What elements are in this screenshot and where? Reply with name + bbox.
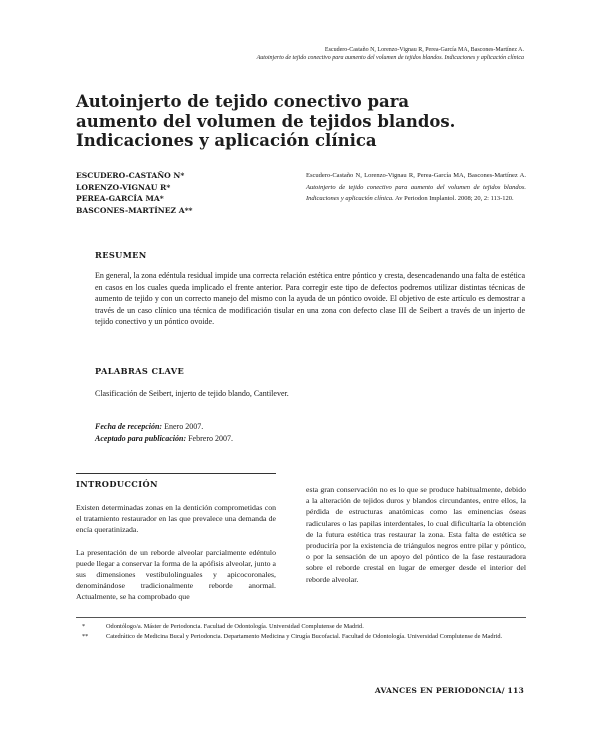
- running-header-authors: Escudero-Castaño N, Lorenzo-Vignau R, Perea-García MA, Bascones-Martínez A.: [324, 47, 524, 53]
- footnote-mark: *: [82, 623, 86, 630]
- author-name: LORENZO-VIGNAU R*: [76, 182, 171, 192]
- abstract-text: En general, la zona edéntula residual impide una correcta relación estética entre póntico y cresta, desencadenando una falta de estética en casos en los cuales queda implicado el frente anterior. Para corregir este tipo de defectos podremos utilizar distintas técnicas de aumento de tejido y con un correcto manejo del mismo con la ayuda de un póntico ovoide. El objetivo de este artículo es demostrar a través de un caso clínico una técnica de modificación tisular en una zona con defecto clase III de Seibert a través de un injerto de tejido conectivo y un póntico ovoide.: [95, 271, 525, 327]
- article-dates: [95, 421, 495, 445]
- section-divider: [76, 473, 276, 474]
- citation-title: Autoinjerto de tejido conectivo para aumento del volumen de tejidos blandos. Indicaciones y aplicación clínica.: [306, 183, 526, 202]
- author-list: [76, 170, 266, 216]
- citation: [306, 170, 526, 205]
- citation-authors: Escudero-Castaño N, Lorenzo-Vignau R, Perea-García MA, Bascones-Martínez A.: [306, 172, 526, 179]
- body-paragraph: La presentación de un reborde alveolar parcialmente edéntulo puede llegar a conservar la forma de la apófisis alveolar, junto a sus dimensiones vestibulolinguales y apicocoronales, denominándose tradicionalmente reborde anormal. Actualmente, se ha comprobado que: [76, 547, 276, 602]
- footnote-divider: [76, 617, 526, 618]
- body-column-right: [306, 484, 526, 585]
- author-name: BASCONES-MARTÍNEZ A**: [76, 205, 193, 215]
- author-name: PEREA-GARCÍA MA*: [76, 194, 164, 203]
- footnote-text: Catedrático de Medicina Bucal y Periodoncia. Departamento Medicina y Cirugía Bucofacial. Facultad de Odontología. Universidad Complutense de Madrid.: [106, 632, 503, 640]
- author-name: ESCUDERO-CASTAÑO N*: [76, 171, 185, 180]
- footnote: [76, 622, 526, 632]
- resumen-heading: RESUMEN: [95, 250, 147, 260]
- running-header-title: Autoinjerto de tejido conectivo para aumento del volumen de tejidos blandos. Indicaciones y aplicación clínica: [256, 55, 524, 61]
- body-paragraph: Existen determinadas zonas en la dentición comprometidas con el tratamiento restaurador en las que prevalece una demanda de encía queratinizada.: [76, 503, 276, 535]
- received-label: Fecha de recepción:: [95, 422, 163, 431]
- footnote-text: Odontólogo/a. Máster de Periodoncia. Facultad de Odontología. Universidad Complutense de Madrid.: [106, 623, 364, 630]
- body-paragraph: esta gran conservación no es lo que se produce habitualmente, debido a la alteración de tejidos duros y blandos circundantes, entre ellos, la pérdida de estructuras anatómicas como las eminencias óseas radiculares o las papilas interdentales, lo cual dificultaría la obtención de la futura estética tras restaurar la zona. Esta falta de estética se produciría por la existencia de triángulos negros entre pilar y póntico, o por la sensación de un apoyo del póntico de la fase restauradora sobre el reborde crestal en lugar de emerger desde el interior del reborde alveolar.: [306, 485, 526, 584]
- keywords-text: Clasificación de Seibert, injerto de tejido blando, Cantilever.: [95, 389, 289, 398]
- keywords-heading: PALABRAS CLAVE: [95, 366, 185, 376]
- body-column-left: [76, 502, 276, 614]
- running-header: [84, 46, 524, 62]
- citation-journal: Av Periodon Implantol. 2008; 20, 2: 113-120.: [395, 195, 514, 202]
- page-footer: AVANCES EN PERIODONCIA/ 113: [374, 686, 524, 695]
- accepted-value: Febrero 2007.: [188, 434, 233, 443]
- footnote: [76, 632, 526, 642]
- article-title: Autoinjerto de tejido conectivo para aumento del volumen de tejidos blandos. Indicaciones y aplicación clínica: [76, 92, 456, 150]
- footnotes: [76, 622, 526, 641]
- introduction-heading: INTRODUCCIÓN: [76, 479, 158, 489]
- accepted-label: Aceptado para publicación:: [95, 434, 187, 443]
- received-date: [95, 421, 495, 433]
- received-value: Enero 2007.: [164, 422, 204, 431]
- footnote-mark: **: [82, 632, 89, 640]
- accepted-date: [95, 433, 495, 445]
